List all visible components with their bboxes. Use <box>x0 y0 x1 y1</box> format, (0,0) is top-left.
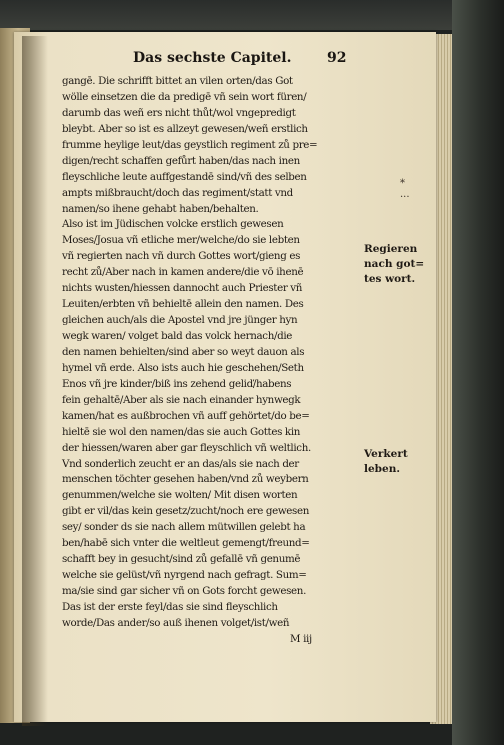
text-line: nichts wusten/hiessen dannocht auch Priester vñ <box>62 282 303 295</box>
text-line: der hiessen/waren aber gar fleyschlich vñ weltlich. <box>62 441 311 454</box>
text-line: gibt er vil/das kein gesetz/zucht/noch ere gewesen <box>62 505 310 518</box>
text-line: hymel vñ erde. Also ists auch hie geschehen/Seth <box>62 361 304 374</box>
book-cover-right <box>452 0 504 745</box>
text-line: gangē. Die schrifft bittet an vilen orten/das Got <box>62 75 293 87</box>
body-text <box>62 74 362 648</box>
text-line: wölle einsetzen die da predigē vñ sein wort füren/ <box>62 90 307 103</box>
text-line: Vnd sonderlich zeucht er an das/als sie nach der <box>62 457 299 470</box>
text-line: Also ist im Jüdischen volcke erstlich gewesen <box>62 218 284 231</box>
margin-note-verkert <box>364 447 408 477</box>
text-line: menschen töchter gesehen haben/vnd zů weybern <box>62 473 309 486</box>
text-line: ma/sie sind gar sicher vñ on Gots forcht gewesen. <box>62 585 306 597</box>
text-line: Leuiten/erbten vñ behieltē allein den namen. Des <box>62 298 304 311</box>
book-cover-top <box>0 0 504 30</box>
text-line: hieltē sie wol den namen/das sie auch Gottes kin <box>62 425 301 438</box>
text-line: Enos vñ jre kinder/biß ins zehend geliď/habens <box>62 377 292 390</box>
text-line: fein gehaltē/Aber als sie nach einander hynwegk <box>62 393 301 406</box>
text-line: darumb das weñ ers nicht thůt/wol vngepredigt <box>62 106 296 119</box>
text-line: schafft bey in gesucht/sind zů gefallē vñ genumē <box>62 553 301 566</box>
text-line: kamen/hat es außbrochen vñ auff gehörtet/do be= <box>62 409 310 422</box>
text-line: wegk waren/ volget bald das volck hernach/die <box>62 330 293 342</box>
margin-note-regieren <box>364 242 424 287</box>
text-line: worde/Das ander/so auß ihenen volget/ist/weñ <box>62 616 290 629</box>
text-line: fleyschliche leute auffgestandē sind/vñ des selben <box>62 170 307 183</box>
margin-note-line: tes wort. <box>364 273 416 285</box>
margin-note-line: leben. <box>364 463 400 475</box>
signature-mark: M iij <box>290 632 312 645</box>
ink-mark-star: * <box>400 178 405 189</box>
text-line: genummen/welche sie wolten/ Mit disen worten <box>62 489 298 502</box>
text-line: ben/habē sich vnter die weltleut gemengt/freund= <box>62 537 310 550</box>
text-line: den namen behielten/sind aber so weyt dauon als <box>62 345 305 358</box>
text-line: digen/recht schaffen gefůrt haben/das nach inen <box>62 154 300 167</box>
ink-mark-dots: ... <box>400 189 410 200</box>
ink-mark <box>400 178 410 200</box>
text-line: gleichen auch/als die Apostel vnd jre jünger hyn <box>62 314 298 327</box>
text-line: ampts mißbraucht/doch das regiment/statt vnd <box>62 186 293 199</box>
margin-note-line: nach got= <box>364 258 425 270</box>
text-line: welche sie gelüst/vñ nyrgend nach gefragt. Sum= <box>62 569 307 582</box>
spine-shadow <box>22 36 48 726</box>
text-line: recht zů/Aber nach in kamen andere/die vō ihenē <box>62 266 304 279</box>
margin-note-line: Verkert <box>364 448 408 460</box>
text-line: frumme heylige leut/das geystlich regiment zů pre= <box>62 138 318 151</box>
text-line: Moses/Josua vñ etliche mer/welche/do sie lebten <box>62 234 300 247</box>
chapter-title: Das sechste Capitel. <box>133 50 292 66</box>
text-line: vñ regierten nach vñ durch Gottes wort/gieng es <box>62 250 301 263</box>
text-line: sey/ sonder ds sie nach allem mütwillen gelebt ha <box>62 521 306 534</box>
text-line: bleybt. Aber so ist es allzeyt gewesen/weñ erstlich <box>62 122 308 135</box>
text-line: namen/so ihene gehabt haben/behalten. <box>62 202 259 215</box>
folio-number: 92 <box>327 50 347 66</box>
text-line: Das ist der erste feyl/das sie sind fleyschlich <box>62 600 278 613</box>
margin-note-line: Regieren <box>364 243 418 255</box>
